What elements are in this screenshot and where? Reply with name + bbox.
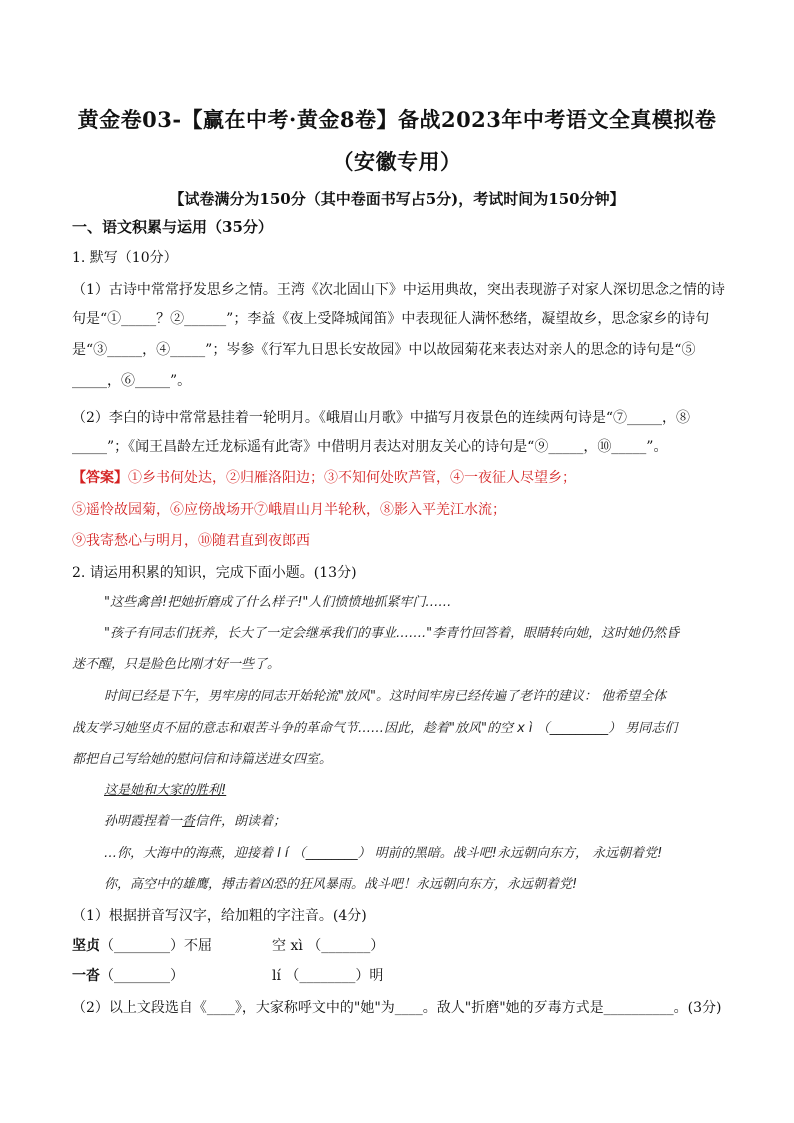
question-2-sub1: （1）根据拼音写汉字，给加粗的字注音。(4分) [72,908,367,924]
exam-subtitle: （安徽专用） [332,149,462,174]
passage-line3: 迷不醒，只是脸色比刚才好一些了。 [72,657,281,672]
question-1-part1-line4: _____，⑥_____”。 [72,373,192,389]
passage-line9: …你，大海中的海燕，迎接着 l í （________） 明前的黑暗。战斗吧!永远朝向东方， 永远朝着党! [104,846,663,861]
question-1-part1-line2: 句是“①_____？②______”；李益《夜上受降城闻笛》中表现征人满怀愁绪，凝望故乡，思念家乡的诗句 [72,311,710,327]
answer-line2: ⑤遥怜故园菊，⑥应傍战场开⑦峨眉山月半轮秋，⑧影入平羌江水流； [72,502,506,518]
passage-line8-a: 孙明霞捏着一 [104,814,183,829]
passage-line7: 这是她和大家的胜利! [104,783,227,798]
question-2-sub2: （2）以上文段选自《____》，大家称呼文中的"她"为____。敌人"折磨"她的歹毒方式是__________。(3分) [72,1000,722,1016]
pinyin-row1 [72,936,732,956]
passage-line8-b: 沓 [182,814,196,829]
answer-text-1: ①乡书何处达，②归雁洛阳边；③不知何处吹芦管，④一夜征人尽望乡； [128,470,576,486]
question-1-part2-line2: _____”；《闻王昌龄左迁龙标遥有此寄》中借明月表达对朋友关心的诗句是“⑨_____，⑩_____”。 [72,439,668,455]
question-2-heading: 2. 请运用积累的知识，完成下面小题。(13分) [72,565,357,581]
passage-line5: 战友学习她坚贞不屈的意志和艰苦斗争的革命气节……因此，趁着"放风"的空 x ì （_________） 男同志们 [72,721,678,736]
question-1-part2-line1: （2）李白的诗中常常悬挂着一轮明月。《峨眉山月歌》中描写月夜景色的连续两句诗是“⑦_____，⑧ [72,410,691,426]
question-1-heading: 1. 默写（10分） [72,250,178,266]
blank-liming: lí （________）明 [272,968,384,984]
blank-jianzhen: （________）不屈 [100,938,212,954]
passage-line2: "孩子有同志们抚养，长大了一定会继承我们的事业……."李青竹回答着，眼睛转向她，这时她仍然昏 [104,626,680,641]
passage-line8-c: 信件，朗读着； [195,814,287,829]
blank-yita: （________） [100,968,184,984]
passage-line10: 你，高空中的雄鹰，搏击着凶恐的狂风暴雨。战斗吧！永远朝向东方，永远朝着党! [104,877,578,892]
question-1-part1-line1: （1）古诗中常常抒发思乡之情。王湾《次北固山下》中运用典故，突出表现游子对家人深切思念之情的诗 [72,282,725,298]
answer-line3: ⑨我寄愁心与明月，⑩随君直到夜郎西 [72,533,310,549]
word-jianzhen: 坚贞 [72,938,100,954]
answer-line1 [72,468,732,488]
word-yita: 一沓 [72,968,100,984]
question-1-part1-line3: 是“③_____，④_____”；岑参《行军九日思长安故园》中以故园菊花来表达对亲人的思念的诗句是“⑤ [72,342,696,358]
passage-line8 [104,813,286,831]
blank-kongxi: 空 xì （_______） [272,938,385,954]
passage-line1: "这些禽兽!把她折磨成了什么样子!"人们愤愤地抓紧牢门…… [104,595,452,610]
passage-line4: 时间已经是下午，男牢房的同志开始轮流"放风"。这时间牢房已经传遍了老许的建议： 他希望全体 [104,689,667,704]
section-heading: 一、语文积累与运用（35分） [72,218,273,236]
pinyin-row2 [72,966,732,986]
exam-info: 【试卷满分为150分（其中卷面书写占5分)，考试时间为150分钟】 [169,190,625,208]
answer-tag: 【答案】 [72,470,128,486]
passage-line6: 都把自己写给她的慰问信和诗篇送进女四室。 [72,752,333,767]
exam-title: 黄金卷03-【赢在中考·黄金8卷】备战2023年中考语文全真模拟卷 [77,107,717,132]
